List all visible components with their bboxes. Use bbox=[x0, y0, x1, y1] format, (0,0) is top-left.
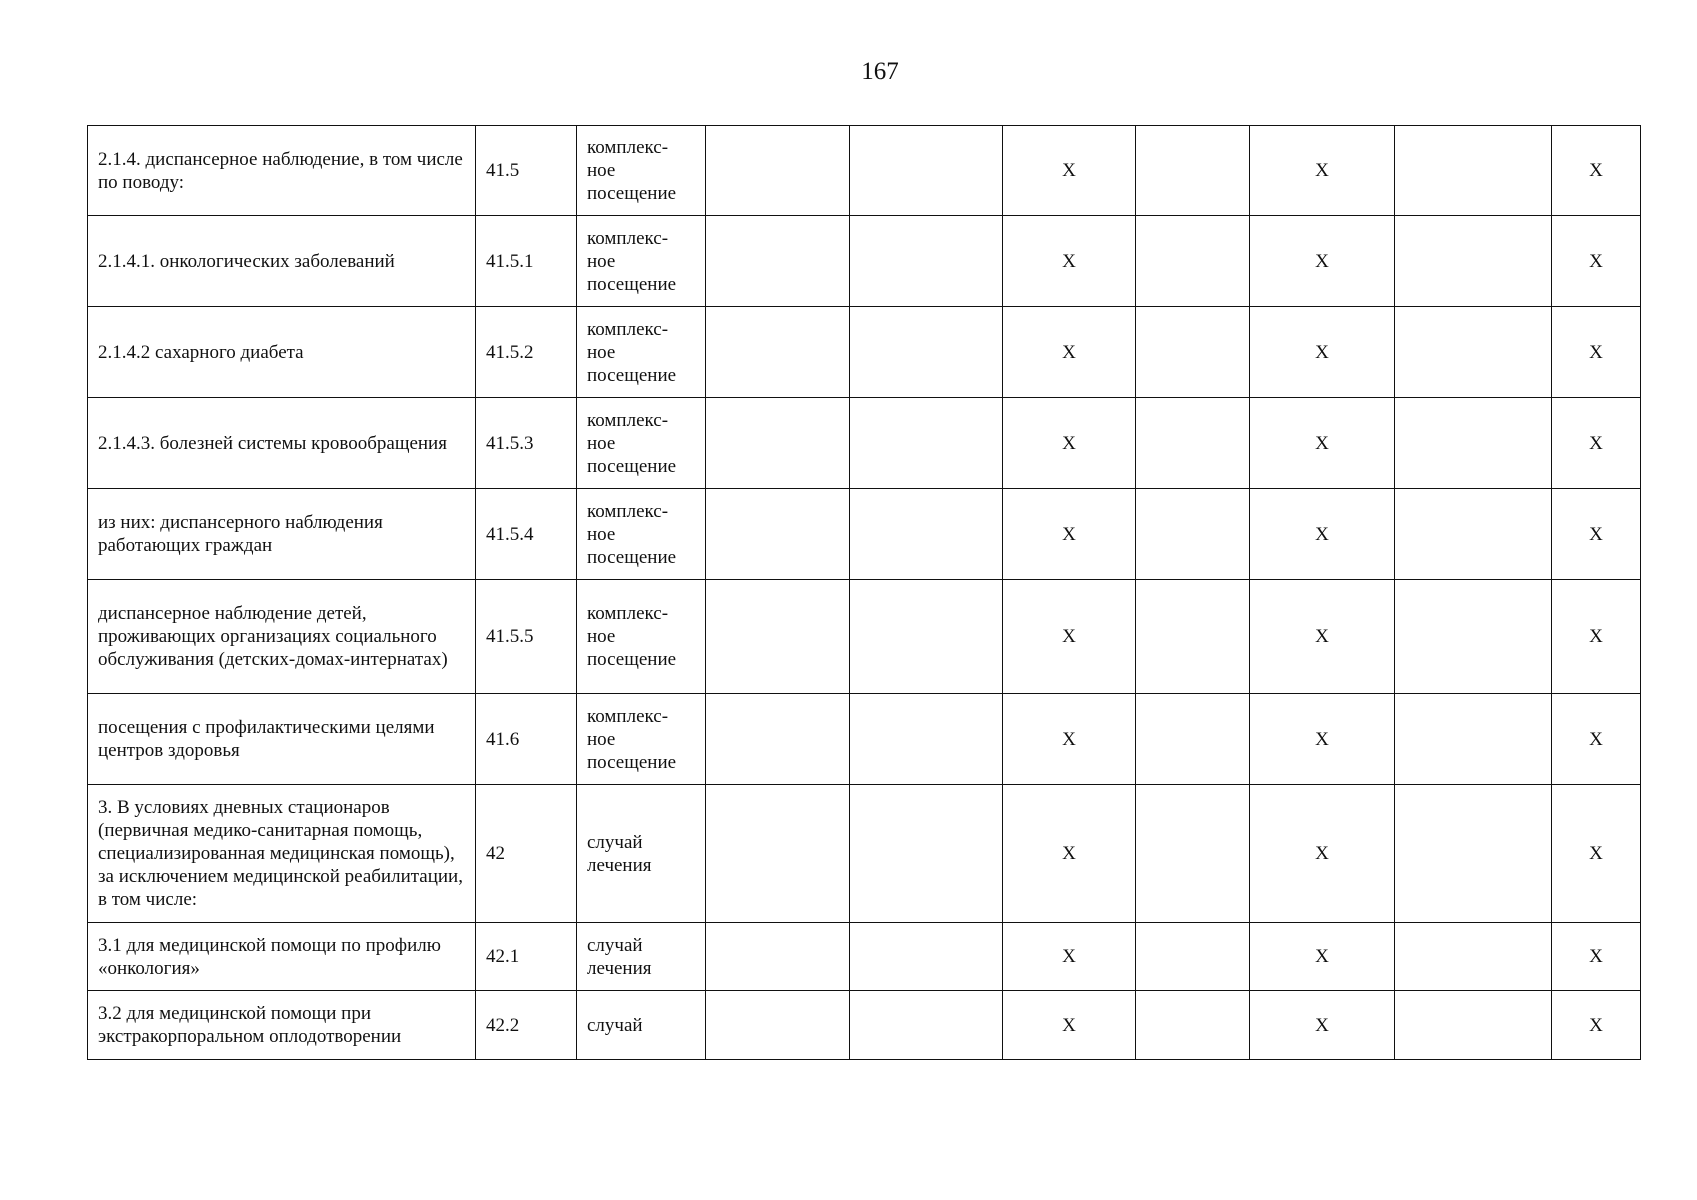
row-name: 2.1.4. диспансерное наблюдение, в том числе по поводу: bbox=[88, 126, 476, 216]
row-code: 41.6 bbox=[476, 694, 577, 785]
cell-col6: X bbox=[1003, 126, 1136, 216]
table-row bbox=[88, 785, 1641, 923]
cell-col10: X bbox=[1552, 216, 1641, 307]
cell-col6: X bbox=[1003, 489, 1136, 580]
row-code: 41.5.1 bbox=[476, 216, 577, 307]
cell-col8: X bbox=[1250, 923, 1395, 991]
row-name: 2.1.4.3. болезней системы кровообращения bbox=[88, 398, 476, 489]
table-row bbox=[88, 489, 1641, 580]
table-row bbox=[88, 694, 1641, 785]
table-row bbox=[88, 216, 1641, 307]
row-code: 41.5.4 bbox=[476, 489, 577, 580]
cell-col6: X bbox=[1003, 307, 1136, 398]
table-row bbox=[88, 126, 1641, 216]
data-table bbox=[87, 125, 1641, 1060]
cell-col10: X bbox=[1552, 694, 1641, 785]
cell-col10: X bbox=[1552, 126, 1641, 216]
cell-col6: X bbox=[1003, 580, 1136, 694]
row-unit: случай bbox=[577, 991, 706, 1060]
row-name: 2.1.4.1. онкологических заболеваний bbox=[88, 216, 476, 307]
cell-col8: X bbox=[1250, 307, 1395, 398]
cell-col5 bbox=[850, 991, 1003, 1060]
cell-col7 bbox=[1136, 126, 1250, 216]
cell-col7 bbox=[1136, 489, 1250, 580]
cell-col4 bbox=[706, 580, 850, 694]
page-number: 167 bbox=[861, 58, 899, 85]
cell-col7 bbox=[1136, 785, 1250, 923]
cell-col10: X bbox=[1552, 923, 1641, 991]
cell-col7 bbox=[1136, 216, 1250, 307]
table-row bbox=[88, 307, 1641, 398]
cell-col6: X bbox=[1003, 694, 1136, 785]
row-name: 3.1 для медицинской помощи по профилю «онкология» bbox=[88, 923, 476, 991]
cell-col9 bbox=[1395, 785, 1552, 923]
cell-col8: X bbox=[1250, 398, 1395, 489]
row-unit: комплекс-ное посещение bbox=[577, 489, 706, 580]
row-name: 2.1.4.2 сахарного диабета bbox=[88, 307, 476, 398]
cell-col10: X bbox=[1552, 307, 1641, 398]
cell-col7 bbox=[1136, 923, 1250, 991]
cell-col9 bbox=[1395, 126, 1552, 216]
cell-col9 bbox=[1395, 489, 1552, 580]
cell-col8: X bbox=[1250, 785, 1395, 923]
cell-col5 bbox=[850, 398, 1003, 489]
cell-col9 bbox=[1395, 991, 1552, 1060]
row-unit: комплекс-ное посещение bbox=[577, 126, 706, 216]
row-name: диспансерное наблюдение детей, проживающих организациях социального обслуживания (детских-домах-интернатах) bbox=[88, 580, 476, 694]
cell-col9 bbox=[1395, 694, 1552, 785]
cell-col5 bbox=[850, 307, 1003, 398]
cell-col10: X bbox=[1552, 398, 1641, 489]
cell-col4 bbox=[706, 307, 850, 398]
cell-col4 bbox=[706, 991, 850, 1060]
cell-col9 bbox=[1395, 216, 1552, 307]
cell-col7 bbox=[1136, 991, 1250, 1060]
cell-col7 bbox=[1136, 694, 1250, 785]
cell-col5 bbox=[850, 694, 1003, 785]
cell-col9 bbox=[1395, 580, 1552, 694]
row-name: 3.2 для медицинской помощи при экстракорпоральном оплодотворении bbox=[88, 991, 476, 1060]
cell-col5 bbox=[850, 923, 1003, 991]
cell-col10: X bbox=[1552, 785, 1641, 923]
cell-col10: X bbox=[1552, 991, 1641, 1060]
cell-col8: X bbox=[1250, 991, 1395, 1060]
table-row bbox=[88, 398, 1641, 489]
cell-col5 bbox=[850, 126, 1003, 216]
cell-col9 bbox=[1395, 398, 1552, 489]
row-code: 42.1 bbox=[476, 923, 577, 991]
cell-col8: X bbox=[1250, 216, 1395, 307]
row-code: 42.2 bbox=[476, 991, 577, 1060]
row-name: из них: диспансерного наблюдения работающих граждан bbox=[88, 489, 476, 580]
table-row bbox=[88, 580, 1641, 694]
cell-col4 bbox=[706, 694, 850, 785]
row-code: 41.5.2 bbox=[476, 307, 577, 398]
row-code: 41.5.5 bbox=[476, 580, 577, 694]
cell-col4 bbox=[706, 126, 850, 216]
cell-col6: X bbox=[1003, 216, 1136, 307]
cell-col6: X bbox=[1003, 398, 1136, 489]
cell-col4 bbox=[706, 923, 850, 991]
row-unit: комплекс-ное посещение bbox=[577, 694, 706, 785]
cell-col8: X bbox=[1250, 489, 1395, 580]
cell-col5 bbox=[850, 216, 1003, 307]
row-unit: комплекс-ное посещение bbox=[577, 398, 706, 489]
row-unit: комплекс-ное посещение bbox=[577, 216, 706, 307]
cell-col8: X bbox=[1250, 126, 1395, 216]
cell-col8: X bbox=[1250, 694, 1395, 785]
row-code: 41.5.3 bbox=[476, 398, 577, 489]
cell-col4 bbox=[706, 398, 850, 489]
row-unit: комплекс-ное посещение bbox=[577, 580, 706, 694]
cell-col8: X bbox=[1250, 580, 1395, 694]
cell-col9 bbox=[1395, 923, 1552, 991]
table-row bbox=[88, 923, 1641, 991]
cell-col7 bbox=[1136, 307, 1250, 398]
row-unit: случай лечения bbox=[577, 785, 706, 923]
cell-col6: X bbox=[1003, 991, 1136, 1060]
row-unit: комплекс-ное посещение bbox=[577, 307, 706, 398]
cell-col4 bbox=[706, 216, 850, 307]
cell-col10: X bbox=[1552, 489, 1641, 580]
row-name: посещения с профилактическими целями центров здоровья bbox=[88, 694, 476, 785]
row-name: 3. В условиях дневных стационаров (первичная медико-санитарная помощь, специализированная медицинская помощь), за исключением медицинской реабилитации, в том числе: bbox=[88, 785, 476, 923]
cell-col4 bbox=[706, 785, 850, 923]
cell-col5 bbox=[850, 785, 1003, 923]
cell-col6: X bbox=[1003, 923, 1136, 991]
row-code: 41.5 bbox=[476, 126, 577, 216]
cell-col6: X bbox=[1003, 785, 1136, 923]
cell-col7 bbox=[1136, 580, 1250, 694]
table-row bbox=[88, 991, 1641, 1060]
cell-col7 bbox=[1136, 398, 1250, 489]
table-body bbox=[88, 126, 1641, 1060]
row-code: 42 bbox=[476, 785, 577, 923]
cell-col4 bbox=[706, 489, 850, 580]
cell-col10: X bbox=[1552, 580, 1641, 694]
cell-col9 bbox=[1395, 307, 1552, 398]
cell-col5 bbox=[850, 489, 1003, 580]
cell-col5 bbox=[850, 580, 1003, 694]
row-unit: случай лечения bbox=[577, 923, 706, 991]
